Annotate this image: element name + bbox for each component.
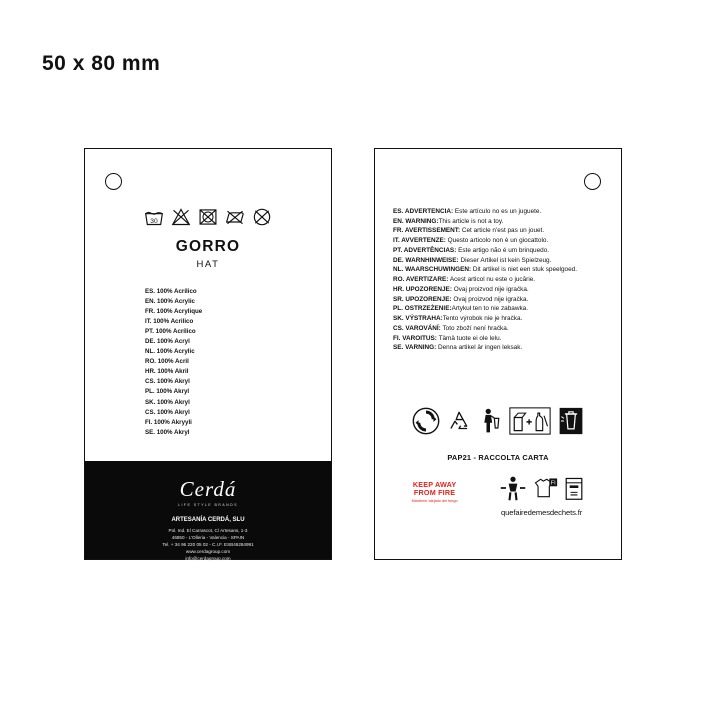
warning-lang: SE. VARNING:	[393, 344, 437, 352]
warning-text: Acest articol nu este o jucărie.	[448, 276, 536, 284]
warning-item	[393, 265, 607, 275]
collection-container-icon	[563, 475, 585, 506]
tag-back	[374, 148, 622, 560]
product-name-translation: HAT	[196, 259, 220, 270]
do-not-dry-clean-icon	[252, 207, 272, 227]
warning-item	[393, 246, 607, 256]
textile-recycling-icon	[532, 475, 558, 506]
address-line: info@cerdagroup.com	[185, 556, 231, 562]
warning-text: This article is not a toy.	[438, 217, 504, 225]
warning-lang: HR. UPOZORENJE:	[393, 285, 452, 293]
warning-lang: PL. OSTRZEŻENIE:	[393, 305, 452, 313]
warning-item	[393, 207, 607, 217]
warning-text: Dieser Artikel ist kein Spielzeug.	[458, 256, 552, 264]
composition-item: EN. 100% Acrylic	[145, 298, 195, 306]
warning-text: Dit artikel is niet een stuk speelgoed.	[471, 266, 577, 274]
composition-item: RO. 100% Acril	[145, 358, 189, 366]
warning-lang: IT. AVVERTENZE:	[393, 237, 446, 245]
warning-item	[393, 324, 607, 334]
tag-front	[84, 148, 332, 560]
warning-lang: RO. AVERTIZARE:	[393, 276, 449, 284]
warning-item	[393, 217, 607, 227]
address-line: www.cerdagroup.com	[185, 549, 231, 555]
tidyman-icon	[478, 407, 502, 440]
brand-company-name: ARTESANÍA CERDÁ, SLU	[171, 517, 245, 523]
warning-item	[393, 226, 607, 236]
warning-text: Cet article n'est pas un jouet.	[460, 227, 545, 235]
brand-tagline: LIFE STYLE BRANDS	[178, 503, 238, 507]
composition-item: IT. 100% Acrilico	[145, 318, 194, 326]
composition-item: SK. 100% Akryl	[145, 398, 190, 406]
warning-text: Tento výrobok nie je hračka.	[442, 315, 523, 323]
hang-hole-front	[105, 173, 122, 190]
warning-item	[393, 334, 607, 344]
dimension-label: 50 x 80 mm	[42, 52, 161, 75]
composition-item: PL. 100% Akryl	[145, 388, 190, 396]
fire-warning-subtitle: Mantener alejado del fuego	[411, 499, 458, 504]
warning-item	[393, 304, 607, 314]
composition-item: CS. 100% Akryl	[145, 378, 190, 386]
composition-item: SE. 100% Akryl	[145, 428, 190, 436]
warning-item	[393, 314, 607, 324]
composition-item: DE. 100% Acryl	[145, 338, 190, 346]
brand-logo: Cerdá	[179, 477, 237, 501]
warning-item	[393, 275, 607, 285]
green-dot-icon	[412, 407, 440, 440]
warning-text: Este artículo no es un juguete.	[453, 208, 542, 215]
warning-lang: CS. VAROVÁNÍ:	[393, 324, 441, 332]
warning-item	[393, 285, 607, 295]
warning-lang: FI. VAROITUS:	[393, 334, 437, 342]
address-line: Pol. Ind. El Carrascot, C/ Artesans, 1-3	[168, 528, 248, 533]
warning-text: Tämä tuote ei ole lelu.	[436, 334, 502, 342]
composition-list	[145, 287, 202, 438]
address-line: 46850 - L'Olleria - Valencia - SPAIN	[171, 535, 245, 541]
warning-text: Ovaj proizvod nije igračka.	[451, 285, 529, 293]
warning-item	[393, 295, 607, 305]
sorting-bin-icon	[558, 407, 584, 440]
recycle-info-url: quefairedemesdechets.fr	[500, 508, 583, 517]
warning-text: Artykuł ten to nie zabawka.	[451, 305, 528, 313]
bottom-pictogram-row	[391, 475, 605, 517]
composition-item: CS. 100% Akryl	[145, 408, 190, 416]
composition-item: HR. 100% Akril	[145, 368, 189, 376]
warning-lang: FR. AVERTISSEMENT:	[393, 227, 461, 235]
address-line: Tel. + 34 96 220 05 02 - C.I.F. ESB46284991	[162, 542, 254, 548]
mobius-recycling-icon	[446, 409, 472, 440]
brand-address	[85, 527, 331, 563]
triman-recycle-block	[478, 475, 605, 517]
warning-text: Ovaj proizvod nije igračka.	[451, 295, 529, 303]
composition-item: NL. 100% Acrylic	[145, 348, 195, 356]
composition-item: PT. 100% Acrílico	[145, 328, 196, 336]
warning-item	[393, 256, 607, 266]
svg-text:FI: FI	[550, 480, 556, 487]
warning-text: Este artigo não é um brinquedo.	[456, 246, 550, 254]
warning-lang: ES. ADVERTENCIA:	[393, 208, 454, 215]
do-not-tumble-dry-icon	[198, 207, 218, 227]
do-not-iron-icon	[225, 207, 245, 227]
fire-warning-title: KEEP AWAY FROM FIRE	[412, 480, 457, 498]
pap-recycling-label: PAP21 - RACCOLTA CARTA	[447, 453, 549, 462]
warning-lang: NL. WAARSCHUWINGEN:	[393, 266, 472, 274]
composition-item: ES. 100% Acrílico	[145, 288, 197, 295]
brand-footer	[85, 461, 331, 562]
svg-text:30: 30	[150, 217, 158, 225]
packaging-pictogram-row	[389, 407, 607, 440]
warning-item	[393, 236, 607, 246]
warning-text: Toto zboží není hračka.	[440, 324, 509, 332]
warning-text: Denna artikel är ingen leksak.	[436, 344, 523, 352]
keep-away-from-fire-block	[391, 475, 478, 503]
triman-icons	[478, 475, 605, 505]
warning-text: Questo articolo non è un giocattolo.	[445, 237, 549, 245]
warning-lang: PT. ADVERTÊNCIAS:	[393, 246, 457, 254]
hang-hole-back	[584, 173, 601, 190]
wash-30-icon	[144, 207, 164, 227]
product-name: GORRO	[175, 238, 241, 255]
warning-lang: SK. VÝSTRAHA:	[393, 315, 443, 323]
do-not-bleach-icon	[171, 207, 191, 227]
packaging-plus-icon	[508, 407, 552, 440]
warning-item	[393, 343, 607, 353]
composition-item: FR. 100% Acrylique	[145, 308, 203, 316]
composition-item: FI. 100% Akryyli	[145, 418, 192, 426]
warning-lang: DE. WARNHINWEISE:	[393, 256, 459, 264]
triman-icon	[499, 474, 527, 507]
warning-lang: EN. WARNING:	[393, 217, 439, 225]
warning-lang: SR. UPOZORENJE:	[393, 295, 452, 303]
care-symbols-row	[85, 207, 331, 227]
warning-list	[393, 207, 607, 353]
